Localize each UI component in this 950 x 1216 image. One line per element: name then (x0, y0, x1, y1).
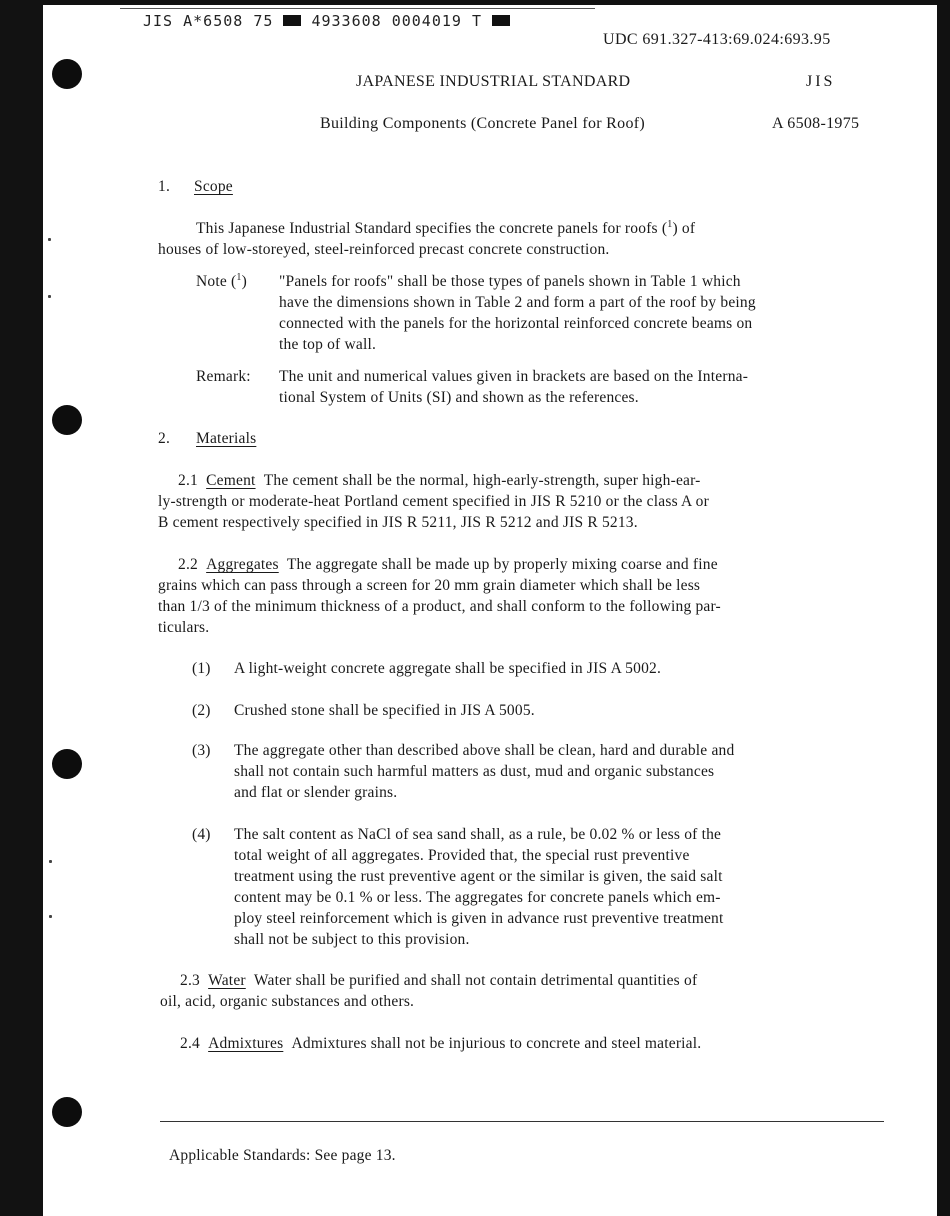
subsection-number: 2.1 (178, 472, 198, 489)
note-line: "Panels for roofs" shall be those types of panels shown in Table 1 which (279, 273, 741, 290)
scan-top-edge (0, 0, 950, 5)
udc-code: UDC 691.327-413:69.024:693.95 (603, 31, 831, 48)
note-line: connected with the panels for the horizontal reinforced concrete beams on (279, 315, 753, 332)
redaction-block (492, 15, 510, 26)
subsection-title: Admixtures (208, 1035, 284, 1052)
footnote-ref: 1 (236, 271, 242, 283)
scope-text: ) of (672, 220, 696, 237)
document-title: Building Components (Concrete Panel for Roof) (320, 115, 646, 132)
scan-left-edge (0, 0, 43, 1216)
punch-hole (52, 1097, 82, 1127)
subsection-text: The aggregate shall be made up by properly mixing coarse and fine (286, 556, 718, 573)
list-item-text: and flat or slender grains. (234, 784, 398, 801)
remark-label: Remark: (196, 368, 251, 385)
note-label-text: Note ( (196, 273, 237, 290)
scope-text: This Japanese Industrial Standard specifies the concrete panels for roofs ( (196, 220, 668, 237)
list-item-text: treatment using the rust preventive agent or the similar is given, the said salt (234, 868, 723, 885)
list-item-number: (2) (192, 702, 211, 719)
document-number: A 6508-1975 (772, 115, 860, 132)
list-item-text: content may be 0.1 % or less. The aggregates for concrete panels which em- (234, 889, 721, 906)
footnote-ref: 1 (667, 218, 673, 230)
section-2-heading: Materials (196, 430, 257, 447)
punch-hole (52, 59, 82, 89)
list-item-text: ploy steel reinforcement which is given in advance rust preventive treatment (234, 910, 724, 927)
subsection-title: Water (208, 972, 246, 989)
subsection-2-2-line (178, 554, 718, 575)
scan-speck (49, 860, 52, 863)
remark-line: The unit and numerical values given in brackets are based on the Interna- (279, 368, 749, 385)
remark-line: tional System of Units (SI) and shown as the references. (279, 389, 639, 406)
catalog-code-part2: 4933608 0004019 T (311, 12, 482, 30)
note-line: the top of wall. (279, 336, 377, 353)
subsection-2-1-line: B cement respectively specified in JIS R 5211, JIS R 5212 and JIS R 5213. (158, 514, 638, 531)
standard-title: JAPANESE INDUSTRIAL STANDARD (356, 73, 631, 90)
scan-speck (48, 295, 51, 298)
subsection-text: Admixtures shall not be injurious to concrete and steel material. (291, 1035, 702, 1052)
scan-right-edge (937, 0, 950, 1216)
section-1-heading: Scope (194, 178, 233, 195)
subsection-number: 2.2 (178, 556, 198, 573)
punch-hole (52, 749, 82, 779)
subsection-text: Water shall be purified and shall not contain detrimental quantities of (253, 972, 698, 989)
list-item-text: The aggregate other than described above shall be clean, hard and durable and (234, 742, 735, 759)
subsection-2-4-line (180, 1033, 701, 1054)
list-item-number: (3) (192, 742, 211, 759)
footer-rule (160, 1121, 884, 1122)
subsection-title: Cement (206, 472, 256, 489)
list-item-text: total weight of all aggregates. Provided that, the special rust preventive (234, 847, 690, 864)
subsection-2-1-line: ly-strength or moderate-heat Portland cement specified in JIS R 5210 or the class A or (158, 493, 709, 510)
list-item-text: A light-weight concrete aggregate shall be specified in JIS A 5002. (234, 660, 662, 677)
subsection-number: 2.3 (180, 972, 200, 989)
jis-mark: JIS (806, 73, 836, 90)
subsection-2-1-line (178, 470, 701, 491)
header-rule (120, 8, 595, 9)
scan-speck (49, 915, 52, 918)
subsection-text: The cement shall be the normal, high-early-strength, super high-ear- (263, 472, 701, 489)
punch-hole (52, 405, 82, 435)
list-item-text: shall not be subject to this provision. (234, 931, 470, 948)
subsection-2-2-line: ticulars. (158, 619, 210, 636)
applicable-standards: Applicable Standards: See page 13. (169, 1147, 396, 1164)
subsection-2-3-line (180, 970, 697, 991)
scope-paragraph-line (196, 218, 695, 239)
subsection-number: 2.4 (180, 1035, 200, 1052)
scope-paragraph-line: houses of low-storeyed, steel-reinforced precast concrete construction. (158, 241, 610, 258)
section-2-number: 2. (158, 430, 171, 447)
list-item-number: (4) (192, 826, 211, 843)
subsection-title: Aggregates (206, 556, 279, 573)
scan-speck (48, 238, 51, 241)
subsection-2-2-line: than 1/3 of the minimum thickness of a product, and shall conform to the following par- (158, 598, 721, 615)
subsection-2-3-line: oil, acid, organic substances and others. (160, 993, 415, 1010)
catalog-code-part1: JIS A*6508 75 (143, 12, 274, 30)
list-item-number: (1) (192, 660, 211, 677)
catalog-code (143, 12, 510, 30)
subsection-2-2-line: grains which can pass through a screen for 20 mm grain diameter which shall be less (158, 577, 701, 594)
list-item-text: The salt content as NaCl of sea sand shall, as a rule, be 0.02 % or less of the (234, 826, 722, 843)
list-item-text: shall not contain such harmful matters as dust, mud and organic substances (234, 763, 715, 780)
list-item-text: Crushed stone shall be specified in JIS A 5005. (234, 702, 535, 719)
note-label-text: ) (241, 273, 247, 290)
note-line: have the dimensions shown in Table 2 and form a part of the roof by being (279, 294, 756, 311)
note-label (196, 271, 247, 292)
section-1-number: 1. (158, 178, 171, 195)
redaction-block (283, 15, 301, 26)
